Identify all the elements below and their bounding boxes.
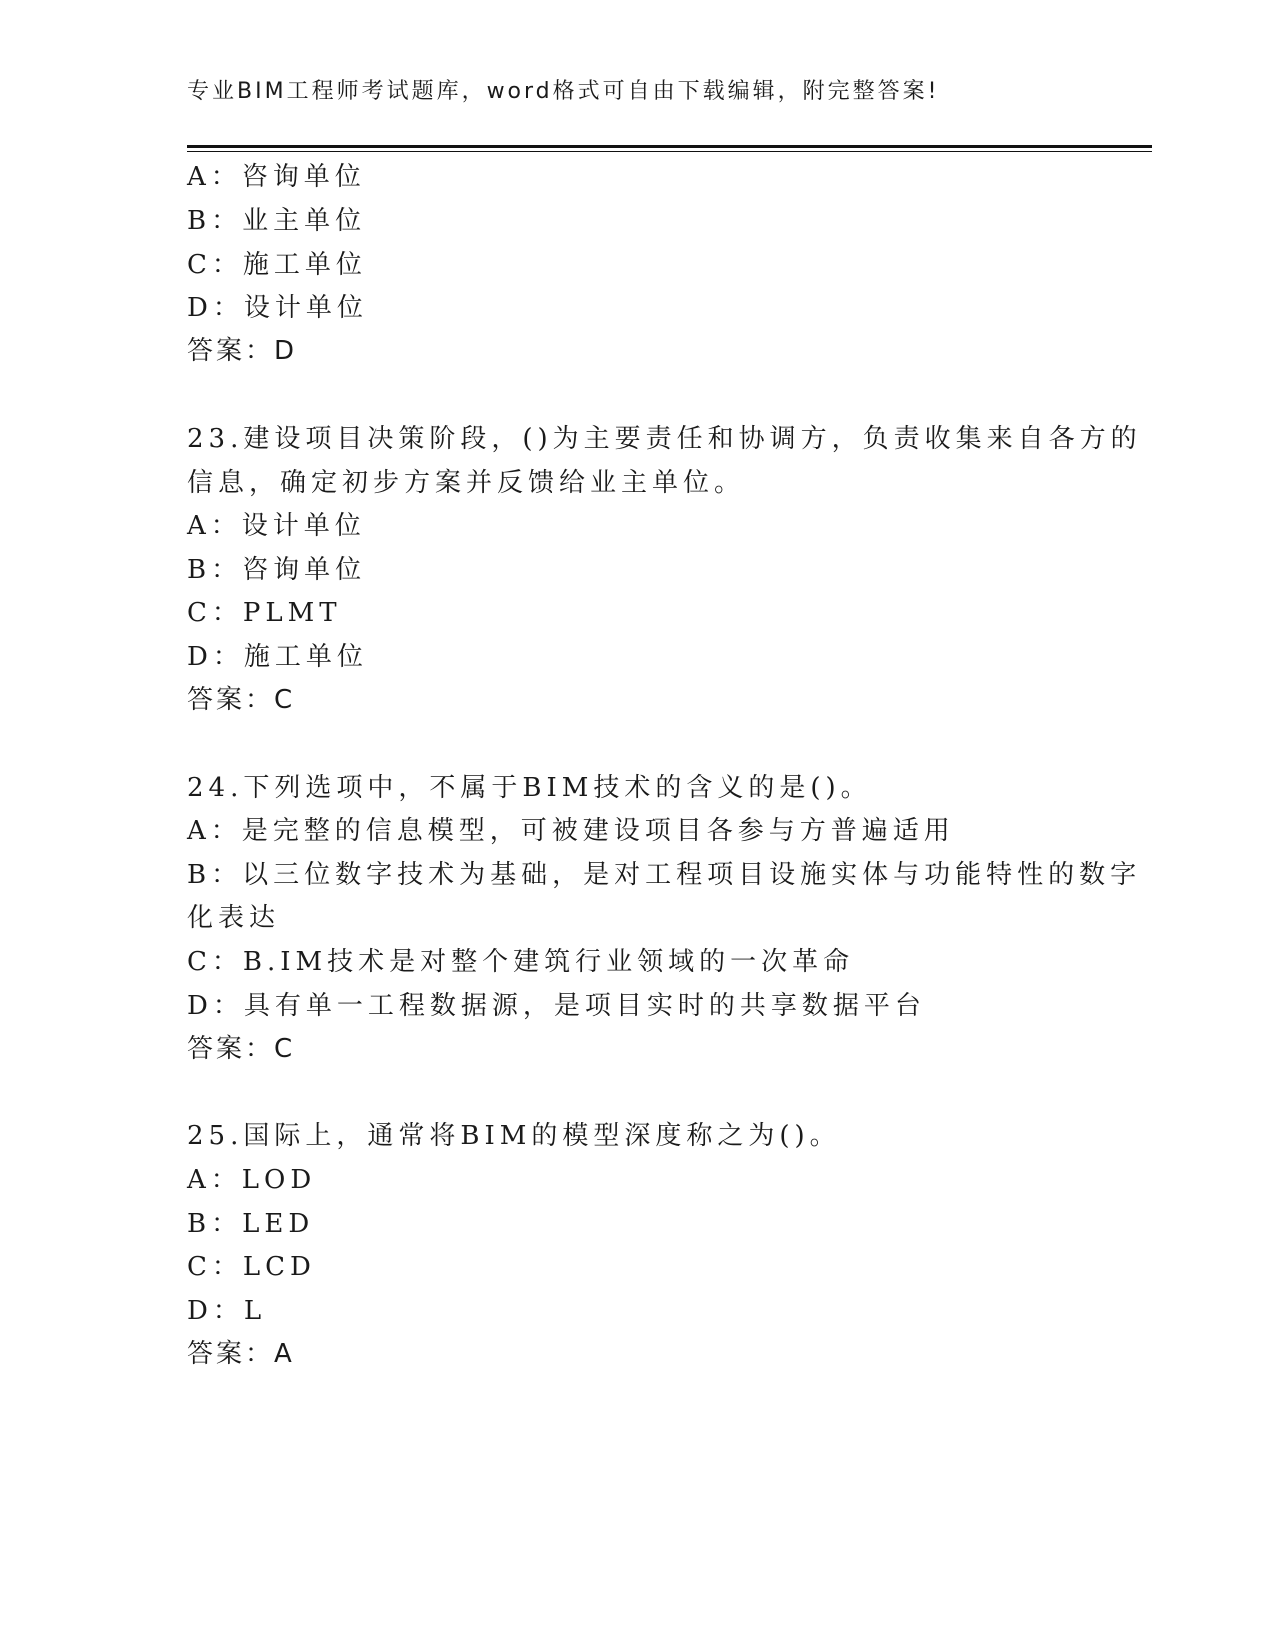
q25-option-d: D：L bbox=[187, 1296, 267, 1326]
q25-option-c: C：LCD bbox=[187, 1252, 316, 1282]
q22-option-c: C：施工单位 bbox=[187, 250, 367, 280]
q25-stem: 25.国际上，通常将BIM的模型深度称之为()。 bbox=[187, 1121, 841, 1151]
q25-option-b: B：LED bbox=[187, 1209, 315, 1239]
q24-answer: 答案：C bbox=[187, 1034, 296, 1064]
q24-option-c: C：B.IM技术是对整个建筑行业领域的一次革命 bbox=[187, 947, 855, 977]
q25-answer: 答案：A bbox=[187, 1339, 295, 1369]
q22-option-b: B：业主单位 bbox=[187, 206, 367, 236]
q23-option-c: C：PLMT bbox=[187, 598, 342, 628]
q24-option-a: A：是完整的信息模型，可被建设项目各参与方普遍适用 bbox=[187, 816, 955, 846]
q23-option-a: A：设计单位 bbox=[187, 511, 366, 541]
header-rule-thick bbox=[187, 145, 1152, 148]
q23-option-b: B：咨询单位 bbox=[187, 555, 367, 585]
q25-option-a: A：LOD bbox=[187, 1165, 317, 1195]
q22-option-d: D：设计单位 bbox=[187, 293, 368, 323]
q24-option-b: B：以三位数字技术为基础，是对工程项目设施实体与功能特性的数字 bbox=[187, 860, 1142, 890]
q24-option-b-cont: 化表达 bbox=[187, 903, 281, 933]
page-header: 专业BIM工程师考试题库，word格式可自由下载编辑，附完整答案! bbox=[187, 79, 940, 104]
q22-option-a: A：咨询单位 bbox=[187, 162, 366, 192]
q23-answer: 答案：C bbox=[187, 685, 296, 715]
q22-answer: 答案：D bbox=[187, 336, 298, 366]
q23-stem-line2: 信息，确定初步方案并反馈给业主单位。 bbox=[187, 468, 746, 498]
q23-stem-line1: 23.建设项目决策阶段，()为主要责任和协调方，负责收集来自各方的 bbox=[187, 424, 1142, 454]
q24-option-d: D：具有单一工程数据源，是项目实时的共享数据平台 bbox=[187, 991, 926, 1021]
q24-stem: 24.下列选项中，不属于BIM技术的含义的是()。 bbox=[187, 773, 872, 803]
q23-option-d: D：施工单位 bbox=[187, 642, 368, 672]
header-rule-thin bbox=[187, 151, 1152, 152]
